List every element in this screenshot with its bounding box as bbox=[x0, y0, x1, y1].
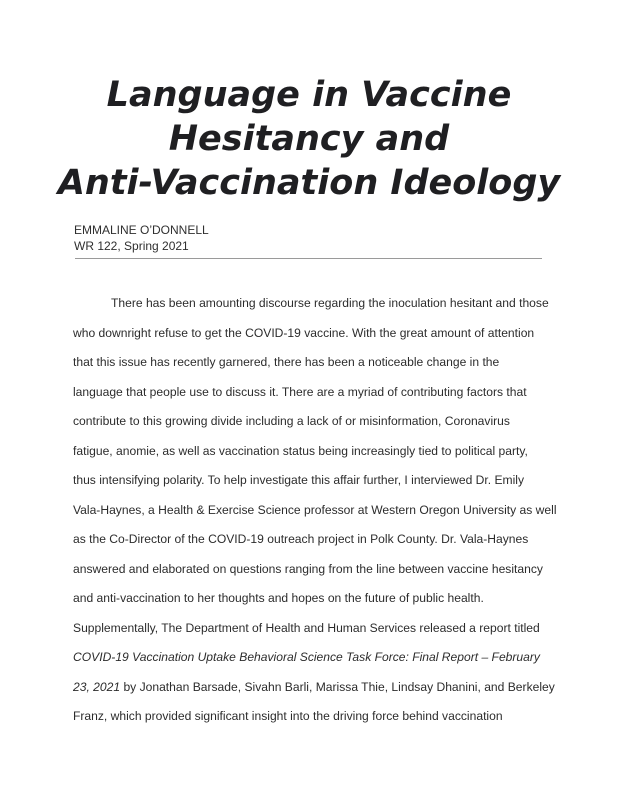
report-title-line: COVID-19 Vaccination Uptake Behavioral Science Task Force: Final Report – February bbox=[73, 650, 540, 664]
course-info: WR 122, Spring 2021 bbox=[74, 239, 189, 253]
body-line: Franz, which provided significant insight into the driving force behind vaccination bbox=[73, 709, 503, 723]
title-line-1: Language in Vaccine bbox=[106, 75, 512, 115]
body-line: Supplementally, The Department of Health and Human Services released a report titled bbox=[73, 620, 540, 635]
body-line: and anti-vaccination to her thoughts and hopes on the future of public health. bbox=[73, 591, 484, 605]
body-line: Vala-Haynes, a Health & Exercise Science professor at Western Oregon University as well bbox=[73, 502, 557, 517]
body-line: as the Co-Director of the COVID-19 outreach project in Polk County. Dr. Vala-Haynes bbox=[73, 532, 529, 546]
document-title bbox=[0, 73, 618, 205]
body-line-mixed bbox=[73, 673, 553, 703]
body-line: contribute to this growing divide including a lack of or misinformation, Coronavirus bbox=[73, 414, 510, 428]
header-divider bbox=[75, 258, 542, 259]
body-line: language that people use to discuss it. There are a myriad of contributing factors that bbox=[73, 384, 527, 399]
body-line: answered and elaborated on questions ranging from the line between vaccine hesitancy bbox=[73, 561, 543, 576]
body-line: fatigue, anomie, as well as vaccination status being increasingly tied to political party, bbox=[73, 443, 528, 458]
title-line-2: Hesitancy and bbox=[168, 119, 450, 159]
body-paragraph bbox=[73, 289, 557, 732]
author-name: EMMALINE O’DONNELL bbox=[74, 223, 209, 237]
title-line-3: Anti-Vaccination Ideology bbox=[57, 163, 561, 203]
body-line: thus intensifying polarity. To help investigate this affair further, I interviewed Dr. Emily bbox=[73, 473, 525, 487]
body-line: that this issue has recently garnered, there has been a noticeable change in the bbox=[73, 355, 500, 369]
body-line: There has been amounting discourse regarding the inoculation hesitant and those bbox=[111, 296, 549, 310]
report-authors: by Jonathan Barsade, Sivahn Barli, Marissa Thie, Lindsay Dhanini, and Berkeley bbox=[120, 679, 555, 694]
author-block bbox=[74, 222, 209, 254]
body-line: who downright refuse to get the COVID-19 vaccine. With the great amount of attention bbox=[73, 325, 535, 340]
report-date: 23, 2021 bbox=[73, 679, 121, 694]
